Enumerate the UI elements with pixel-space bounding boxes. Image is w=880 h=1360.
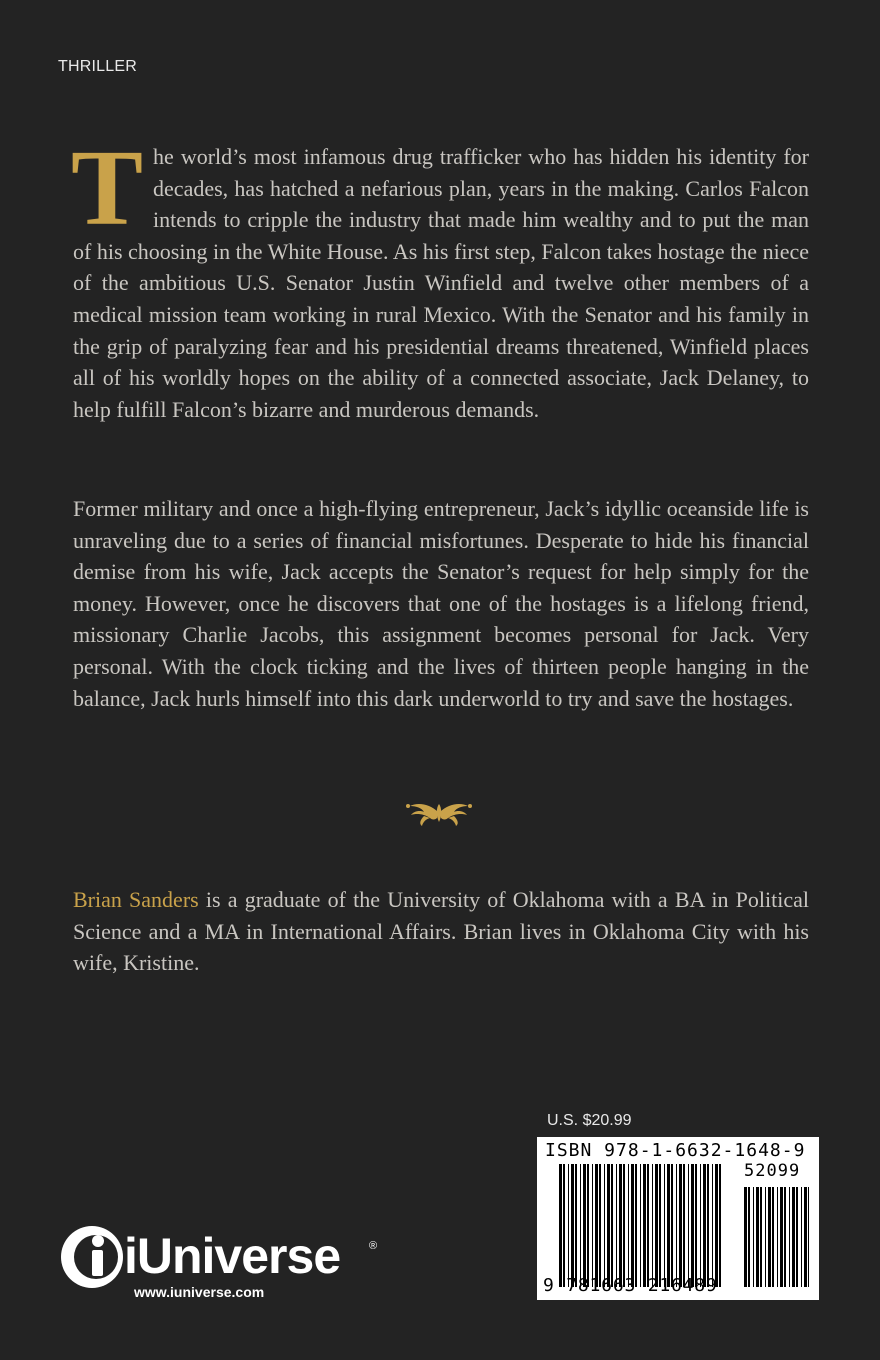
blurb-paragraph-2: Former military and once a high-flying entrepreneur, Jack’s idyllic oceanside life is unraveling due to a series of financial misfortunes. Desperate to hide his financial demise from his wife, Jack accepts the Senator’s request for help simply for the money. However, once he discovers that one of the hostages is a lifelong friend, missionary Charlie Jacobs, this assignment becomes personal for Jack. Very personal. With the clock ticking and the lives of thirteen people hanging in the balance, Jack hurls himself into this dark underworld to try and save the hostages. [73,496,809,711]
author-name: Brian Sanders [73,887,199,912]
blurb-paragraph-1 [71,129,809,425]
barcode-digits: 9 781663 216489 [543,1275,718,1296]
publisher-name: iUniverse [124,1228,341,1284]
genre-label: THRILLER [58,58,137,75]
publisher-logo [58,1222,388,1306]
author-bio-text: is a graduate of the University of Oklahoma with a BA in Political Science and a MA in International Affairs. Brian lives in Oklahoma City with his wife, Kristine. [73,887,809,976]
publisher-url: www.iuniverse.com [134,1284,265,1300]
ornament-icon [402,798,476,828]
author-bio [73,884,809,979]
price-label: U.S. $20.99 [547,1112,632,1129]
registered-mark: ® [369,1240,378,1252]
isbn-label: ISBN 978-1-6632-1648-9 [545,1140,806,1161]
isbn-barcode [537,1137,819,1300]
iuniverse-logo-icon [58,1224,130,1290]
drop-cap: T [71,129,144,248]
barcode-addon-digits: 52099 [744,1161,801,1181]
blurb-paragraph-1-text: he world’s most infamous drug trafficker who has hidden his identity for decades, has hatched a nefarious plan, years in the making. Carlos Falcon intends to cripple the industry that made him wealthy and to put the man of his choosing in the White House. As his first step, Falcon takes hostage the niece of the ambitious U.S. Senator Justin Winfield and twelve other members of a medical mission team working in rural Mexico. With the Senator and his family in the grip of paralyzing fear and his presidential dreams threatened, Winfield places all of his worldly hopes on the ability of a connected associate, Jack Delaney, to help fulfill Falcon’s bizarre and murderous demands. [73,144,809,422]
